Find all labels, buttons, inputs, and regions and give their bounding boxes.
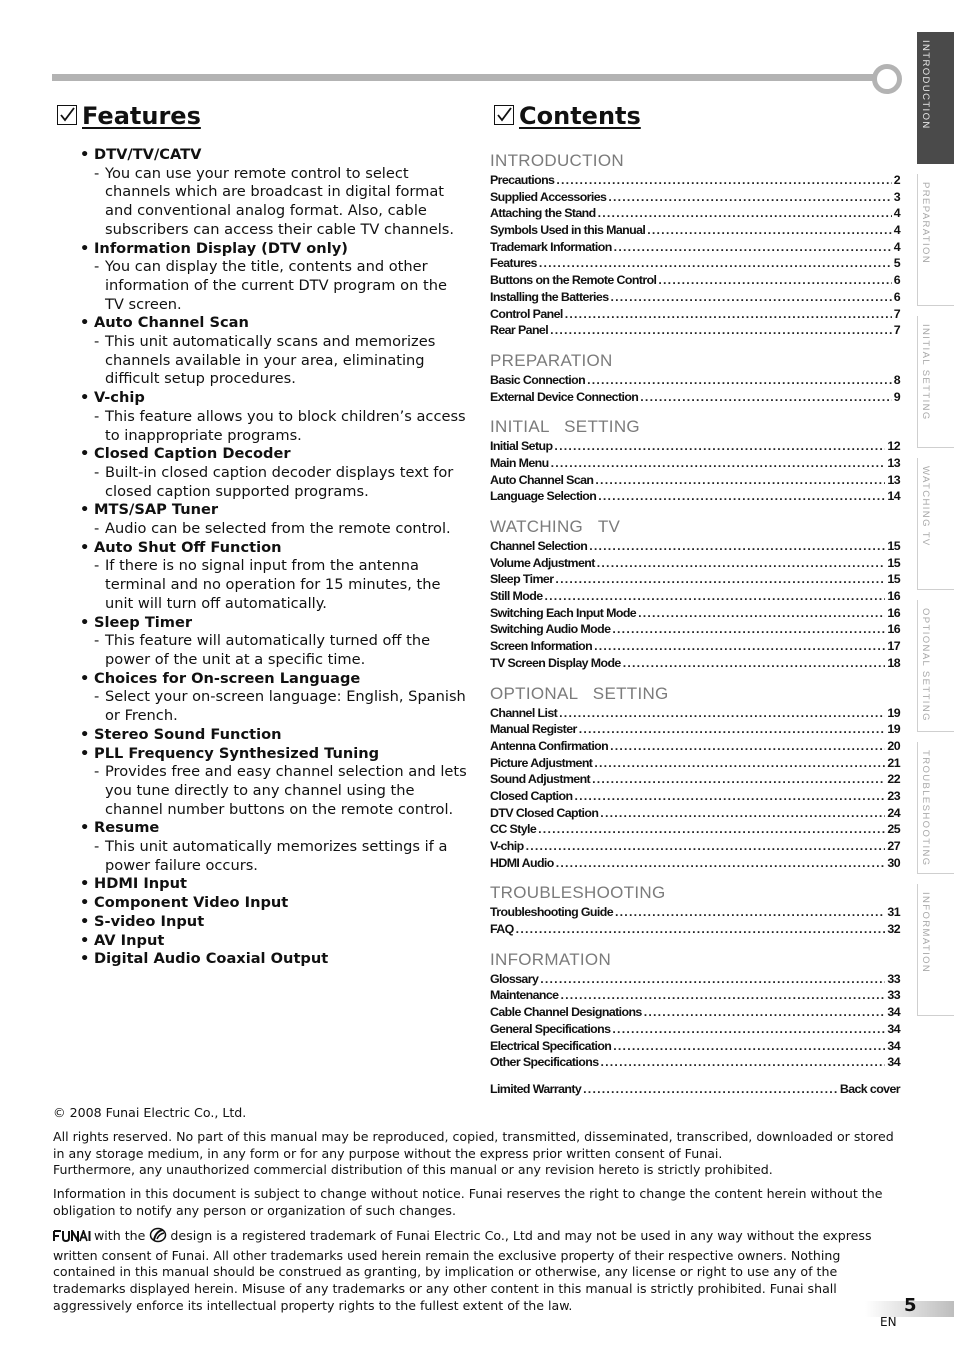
toc-entry [490,555,900,572]
toc-entry [490,1038,900,1055]
toc-section-title: INFORMATION [490,949,612,969]
toc-entry [490,638,900,655]
features-heading [57,102,201,130]
toc-entry-label: Basic Connection [490,372,586,387]
toc-leader-dots [615,904,885,921]
toc-leader-dots [644,1004,886,1021]
feature-description [80,333,470,389]
toc-entry-page: 18 [887,655,900,670]
legal-footer [53,1105,903,1322]
toc-section [490,882,900,937]
feature-item [80,240,470,315]
toc-leader-dots [600,805,885,822]
toc-entry-label: Features [490,256,537,271]
page-number: 5 [904,1295,917,1316]
toc-entry-page: 23 [887,788,900,803]
trademark-text [53,1227,903,1315]
side-tab-label: INFORMATION [920,892,931,974]
toc-entry [490,838,900,855]
feature-description-text: If there is no signal input from the antenna terminal and no operation for 15 minutes, the unit will turn off automatically. [105,557,441,612]
toc-leader-dots [545,588,886,605]
toc-entry-label: Antenna Confirmation [490,738,609,753]
feature-title: • Auto Shut Off Function [80,539,470,558]
toc-section-title: WATCHING TV [490,517,621,536]
feature-item [80,539,470,614]
toc-entry-label: Initial Setup [490,439,553,454]
dash-marker: - [94,258,100,276]
toc-entry [490,189,900,206]
toc-entry [490,588,900,605]
toc-entry-page: 34 [887,1021,900,1036]
toc-entry-label: Glossary [490,971,539,986]
feature-item [80,875,470,894]
toc-section [490,683,900,872]
side-tab-preparation [917,174,954,306]
top-rule [52,74,882,81]
toc-entry [490,721,900,738]
toc-entry-page: 7 [893,306,900,321]
dash-marker: - [94,557,100,575]
dash-marker: - [94,632,100,650]
toc-leader-dots [613,1038,885,1055]
side-tab-introduction [917,32,954,164]
toc-entry-label: General Specifications [490,1021,611,1036]
toc-entry-page: 16 [887,605,900,620]
toc-section-title: INTRODUCTION [490,151,624,170]
toc-entry [490,1054,900,1071]
toc-leader-dots [647,222,891,239]
toc-entry [490,621,900,638]
toc-entry [490,788,900,805]
toc-entry-page: 2 [893,173,900,187]
feature-description-text: Built-in closed caption decoder displays text for closed caption supported programs. [105,463,454,500]
toc-entry-page: 32 [887,922,900,937]
toc-entry-page: 14 [887,489,900,504]
toc-entry-page: 5 [893,256,900,271]
toc-leader-dots [587,372,892,389]
toc-entry-page: 24 [887,805,900,820]
feature-title: • Stereo Sound Function [80,726,470,745]
toc-entry-page: 15 [887,539,900,553]
toc-entry-label: Volume Adjustment [490,555,595,570]
toc-leader-dots [595,472,885,489]
toc-entry [490,805,900,822]
toc-entry [490,1021,900,1038]
toc-leader-dots [579,721,886,738]
toc-entry-label: TV Screen Display Mode [490,655,621,670]
toc-entry-page: 21 [887,755,900,770]
toc-entry-label: Screen Information [490,639,593,654]
toc-entry-page: 30 [887,855,900,870]
toc-entry-label: Trademark Information [490,239,612,254]
toc-entry-page: 3 [893,189,900,204]
toc-entry-page: 25 [887,822,900,837]
toc-entry-page: 4 [893,206,900,221]
feature-description-text: Provides free and easy channel selection and lets you tune directly to any channel using the channel number buttons on the remote control. [105,763,467,818]
toc-entry-label: Maintenance [490,988,559,1003]
toc-entry [490,205,900,222]
toc-entry-label: Buttons on the Remote Control [490,273,657,288]
toc-leader-dots [583,1081,838,1098]
feature-item [80,894,470,913]
toc-entry-page: 15 [887,555,900,570]
toc-entry-label: Still Mode [490,589,543,604]
toc-entry [490,821,900,838]
toc-entry [490,987,900,1004]
toc-entry [490,605,900,622]
toc-section [490,150,900,339]
dash-marker: - [94,333,100,351]
feature-title: • PLL Frequency Synthesized Tuning [80,745,470,764]
toc-entry-page: 22 [887,772,900,787]
feature-item [80,670,470,726]
feature-item [80,932,470,951]
toc-entry-page: 34 [887,1055,900,1070]
side-tab-label: TROUBLESHOOTING [920,750,931,867]
toc-leader-dots [559,705,885,722]
features-list [80,146,470,969]
toc-entry [490,322,900,339]
toc-leader-dots [612,621,885,638]
feature-title: • Component Video Input [80,894,470,913]
toc-leader-dots [560,987,885,1004]
toc-leader-dots [601,1054,886,1071]
toc-leader-dots [640,389,891,406]
funai-logo [53,1230,91,1247]
toc-section-title: OPTIONAL SETTING [490,683,669,703]
toc-entry-page: 17 [887,639,900,654]
toc-entry-label: Limited Warranty [490,1081,582,1096]
toc-entry [490,904,900,921]
toc-leader-dots [608,189,891,206]
toc-entry-label: Picture Adjustment [490,755,593,770]
toc-entry [490,239,900,256]
feature-description [80,557,470,613]
toc-entry-page: 19 [887,705,900,720]
side-tab-troubleshooting [917,742,954,874]
toc-entry-page: 16 [887,589,900,604]
toc-entry-page: 13 [887,472,900,487]
toc-entry-label: Symbols Used in this Manual [490,223,646,238]
toc-entry [490,255,900,272]
rights-text-2: Furthermore, any unauthorized commercial distribution of this manual or any revision hereto is strictly prohibited. [53,1162,773,1178]
feature-item [80,389,470,445]
feature-title: • Closed Caption Decoder [80,445,470,464]
toc-entry-label: Main Menu [490,455,549,470]
feature-description-text: This feature will automatically turned off the power of the unit at a specific time. [105,632,431,668]
feature-description [80,408,470,445]
toc-entry-label: Precautions [490,173,555,187]
feature-title: • HDMI Input [80,875,470,894]
toc-entry-label: Switching Each Input Mode [490,605,637,620]
toc-leader-dots [516,921,886,938]
feature-title: • AV Input [80,932,470,951]
dash-marker: - [94,520,100,538]
side-tab-watching-tv [917,458,954,590]
toc-entry-label: Cable Channel Designations [490,1005,642,1020]
feature-item [80,314,470,389]
feature-description-text: Audio can be selected from the remote control. [105,520,451,538]
feature-description-text: This feature allows you to block children’s access to inappropriate programs. [105,407,466,444]
feature-title: • Digital Audio Coaxial Output [80,950,470,969]
toc-section-title: PREPARATION [490,350,613,370]
checkbox-icon [57,105,77,125]
funai-swirl-logo [149,1227,167,1248]
toc-entry-page: 4 [893,223,900,238]
table-of-contents [490,150,900,1098]
feature-description [80,688,470,725]
toc-entry-page: 33 [887,971,900,986]
side-tabs [917,32,954,1026]
toc-entry [490,455,900,472]
feature-description [80,258,470,314]
toc-entry-page: 34 [887,1038,900,1053]
feature-description [80,520,470,539]
toc-leader-dots [540,971,885,988]
toc-leader-dots [598,488,885,505]
toc-entry-page: 8 [893,372,900,387]
toc-entry-page: 16 [887,622,900,637]
toc-leader-dots [556,172,891,189]
toc-entry [490,738,900,755]
feature-title: • DTV/TV/CATV [80,146,470,165]
toc-entry-label: Supplied Accessories [490,189,607,204]
toc-entry-page: 4 [893,239,900,254]
feature-item [80,913,470,932]
toc-entry-label: Attaching the Stand [490,206,596,221]
rights-text [53,1129,903,1163]
toc-leader-dots [574,788,885,805]
toc-leader-dots [594,638,885,655]
toc-entry [490,655,900,672]
toc-entry-label: HDMI Audio [490,855,554,870]
toc-leader-dots [556,855,886,872]
toc-entry [490,372,900,389]
features-title: Features [82,102,201,130]
toc-entry-page: 34 [887,1005,900,1020]
toc-entry [490,538,900,555]
toc-entry-label: Electrical Specification [490,1038,612,1053]
feature-item [80,445,470,501]
toc-entry-page: 31 [887,905,900,920]
toc-entry-label: Troubleshooting Guide [490,905,614,920]
dash-marker: - [94,407,100,425]
top-rule-ring [872,64,902,94]
dash-marker: - [94,763,100,781]
feature-description [80,464,470,501]
toc-entry-label: Manual Register [490,722,577,737]
toc-entry [490,1004,900,1021]
toc-leader-dots [658,272,891,289]
feature-item [80,501,470,538]
feature-description-text: You can use your remote control to select channels which are broadcast in digital format and conventional analog format. Also, cable subscribers can access their cable TV channels. [105,164,455,238]
toc-entry-page: Back cover [839,1081,900,1096]
feature-item [80,950,470,969]
toc-entry-label: FAQ [490,922,514,937]
feature-description [80,165,470,240]
toc-section-title: TROUBLESHOOTING [490,883,666,903]
toc-entry-label: Channel Selection [490,539,588,553]
side-tab-label: OPTIONAL SETTING [920,608,931,722]
feature-title: • V-chip [80,389,470,408]
toc-leader-dots [550,322,892,339]
toc-entry [490,705,900,722]
trademark-with: with the [94,1227,146,1243]
side-tab-label: INTRODUCTION [920,40,931,130]
feature-item [80,614,470,670]
feature-description-text: This unit automatically memorizes settings if a power failure occurs. [105,838,448,874]
rights-text-1: All rights reserved. No part of this manual may be reproduced, copied, transmitted, disseminated, transcribed, downloaded or stored in any storage medium, in any form or for any purpose without the express prior written consent of Funai. [53,1128,894,1161]
checkbox-icon [494,105,514,125]
toc-entry-page: 6 [893,273,900,288]
toc-entry-label: Rear Panel [490,323,549,338]
toc-leader-dots [614,239,892,256]
toc-entry-label: Switching Audio Mode [490,622,611,637]
toc-entry-label: Sleep Timer [490,572,554,587]
feature-title: • Auto Channel Scan [80,314,470,333]
toc-leader-dots [565,306,892,323]
feature-title: • S-video Input [80,913,470,932]
feature-description-text: You can display the title, contents and other information of the current DTV program on the TV screen. [105,258,447,313]
side-tab-optional-setting [917,600,954,732]
toc-leader-dots [554,438,885,455]
toc-entry-label: Other Specifications [490,1055,599,1070]
toc-entry-page: 33 [887,988,900,1003]
side-tab-initial-setting [917,316,954,448]
feature-item [80,819,470,875]
toc-section [490,949,900,1071]
info-text: Information in this document is subject to change without notice. Funai reserves the right to change the content herein without the obligation to notify any person or organization of such changes. [53,1186,883,1218]
toc-leader-dots [597,555,886,572]
toc-entry-label: DTV Closed Caption [490,805,599,820]
toc-leader-dots [592,771,885,788]
feature-title: • Sleep Timer [80,614,470,633]
dash-marker: - [94,463,100,481]
toc-section [490,416,900,505]
toc-entry-label: V-chip [490,839,524,853]
toc-entry [490,438,900,455]
toc-entry-page: 12 [887,439,900,454]
toc-leader-dots [551,455,886,472]
feature-description [80,838,470,875]
toc-entry [490,571,900,588]
feature-description-text: This unit automatically scans and memorizes channels available in your area, eliminating difficult setup procedures. [105,333,436,388]
toc-leader-dots [612,1021,885,1038]
toc-leader-dots [594,755,885,772]
toc-leader-dots [589,538,885,555]
toc-leader-dots [623,655,886,672]
trademark-rest: design is a registered trademark of Funai Electric Co., Ltd and may not be used in any way without the express written consent of Funai. All other trademarks used herein remain the exclusive property of their respective owners. Nothing contained in this manual should be construed as granting, by implication or otherwise, any license or right to use any of the trademarks displayed herein. Misuse of any trademarks or any other content in this manual is strictly prohibited. Funai shall aggressively enforce its intellectual property rights to the fullest extent of the law. [53,1227,872,1313]
toc-entry [490,971,900,988]
toc-entry [490,488,900,505]
toc-leader-dots [611,289,892,306]
feature-title: • MTS/SAP Tuner [80,501,470,520]
contents-heading [494,102,641,130]
toc-entry-label: Installing the Batteries [490,289,609,304]
toc-section-title: INITIAL SETTING [490,417,640,437]
feature-item [80,745,470,820]
toc-entry [490,222,900,239]
toc-entry-page: 27 [887,839,900,853]
toc-entry-label: CC Style [490,822,537,837]
copyright-text: © 2008 Funai Electric Co., Ltd. [53,1105,247,1120]
dash-marker: - [94,164,100,182]
feature-item [80,146,470,240]
toc-leader-dots [526,838,886,855]
feature-description [80,763,470,819]
toc-entry [490,755,900,772]
dash-marker: - [94,688,100,706]
toc-entry-label: External Device Connection [490,389,639,404]
toc-entry [490,172,900,189]
toc-entry [490,389,900,406]
toc-entry-page: 15 [887,572,900,587]
feature-description-text: Select your on-screen language: English, Spanish or French. [105,688,466,725]
toc-entry-label: Channel List [490,705,558,720]
toc-entry-label: Control Panel [490,306,563,321]
feature-title: • Resume [80,819,470,838]
dash-marker: - [94,838,100,856]
side-tab-label: INITIAL SETTING [920,324,931,421]
toc-entry [490,272,900,289]
contents-title: Contents [519,102,641,130]
toc-entry [490,771,900,788]
toc-entry-label: Auto Channel Scan [490,472,594,487]
toc-entry-page: 20 [887,738,900,753]
toc-entry-page: 9 [893,389,900,404]
toc-entry-page: 13 [887,455,900,470]
toc-entry [490,289,900,306]
side-tab-label: WATCHING TV [920,466,931,547]
toc-section [490,350,900,405]
toc-leader-dots [538,821,885,838]
toc-entry-label: Language Selection [490,489,597,504]
toc-leader-dots [539,255,892,272]
toc-section [490,516,900,672]
toc-leader-dots [555,571,885,588]
toc-entry-label: Sound Adjustment [490,772,591,787]
toc-entry-page: 7 [893,323,900,338]
toc-entry-page: 6 [893,289,900,304]
feature-item [80,726,470,745]
toc-entry [490,306,900,323]
feature-title: • Choices for On-screen Language [80,670,470,689]
side-tab-label: PREPARATION [920,182,931,265]
feature-description [80,632,470,669]
toc-leader-dots [610,738,885,755]
language-code: EN [880,1315,897,1329]
toc-entry-page: 19 [887,722,900,737]
side-tab-information [917,884,954,1016]
feature-title: • Information Display (DTV only) [80,240,470,259]
toc-entry-limited-warranty [490,1081,900,1098]
toc-entry [490,472,900,489]
toc-entry-label: Closed Caption [490,788,573,803]
toc-leader-dots [638,605,885,622]
toc-entry [490,855,900,872]
toc-entry [490,921,900,938]
toc-leader-dots [598,205,892,222]
